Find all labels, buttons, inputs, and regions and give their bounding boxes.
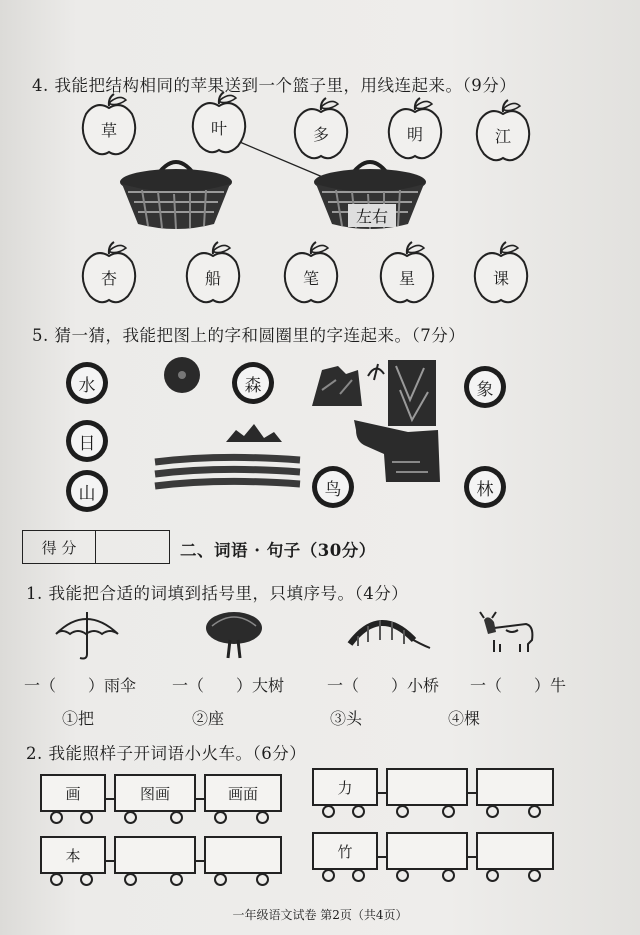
train-car[interactable] [204, 836, 282, 874]
apple-char: 杏 [100, 269, 117, 288]
train-coupler [104, 860, 114, 862]
train-wheel [396, 805, 409, 818]
top-apple-2 [188, 90, 250, 156]
question-5-title: 5. 猜一猜，我能把图上的字和圆圈里的字连起来。（7分） [32, 326, 466, 345]
train-wheel [124, 873, 137, 886]
train-wheel [352, 805, 365, 818]
train-car[interactable]: 图画 [114, 774, 196, 812]
train-wheel [322, 805, 335, 818]
apple-char: 草 [100, 121, 117, 140]
bottom-apple-1 [78, 240, 140, 306]
apple-char: 星 [398, 269, 415, 288]
s2-question-1-title: 1. 我能把合适的词填到括号里，只填序号。（4分） [26, 584, 409, 603]
option-2: ②座 [192, 709, 225, 728]
train-coupler [466, 856, 476, 858]
bottom-apple-2 [182, 240, 244, 306]
option-3: ③头 [330, 709, 363, 728]
top-apple-5 [472, 98, 534, 164]
train-coupler [376, 856, 386, 858]
blank-cow[interactable]: 一（ ）牛 [470, 676, 567, 695]
train-wheel [528, 869, 541, 882]
train-wheel [486, 869, 499, 882]
train-car: 力 [312, 768, 378, 806]
train-car: 竹 [312, 832, 378, 870]
umbrella-icon [56, 612, 118, 659]
bottom-apple-5 [470, 240, 532, 306]
apple-char: 笔 [302, 269, 319, 288]
train-wheel [256, 873, 269, 886]
circle-char-text: 水 [71, 367, 103, 399]
apple-char: 船 [204, 269, 221, 288]
word-pictures [0, 600, 640, 670]
train-wheel [442, 869, 455, 882]
option-1: ①把 [62, 709, 95, 728]
s2-question-2-title: 2. 我能照样子开词语小火车。（6分） [26, 744, 307, 763]
question-4-title: 4. 我能把结构相同的苹果送到一个篮子里，用线连起来。（9分） [32, 76, 517, 95]
bridge-icon [350, 620, 430, 648]
train-car[interactable] [386, 768, 468, 806]
circle-char-text: 鸟 [317, 471, 349, 503]
train-wheel [442, 805, 455, 818]
tree-icon [206, 612, 262, 658]
cow-icon [480, 612, 532, 652]
circle-char-text: 日 [71, 425, 103, 457]
train-car[interactable] [476, 832, 554, 870]
train-wheel [486, 805, 499, 818]
circle-char-text: 山 [71, 475, 103, 507]
top-apple-1 [78, 92, 140, 158]
train-wheel [322, 869, 335, 882]
blank-bridge[interactable]: 一（ ）小桥 [327, 676, 440, 695]
train-wheel [80, 873, 93, 886]
train-coupler [194, 798, 204, 800]
apple-char: 江 [494, 127, 511, 146]
train-wheel [214, 873, 227, 886]
train-coupler [466, 792, 476, 794]
train-wheel [170, 873, 183, 886]
score-label: 得 分 [23, 531, 96, 563]
apple-char: 叶 [210, 119, 227, 138]
train-car[interactable]: 画面 [204, 774, 282, 812]
train-wheel [124, 811, 137, 824]
train-coupler [376, 792, 386, 794]
train-wheel [50, 873, 63, 886]
score-box [22, 530, 170, 564]
blank-tree[interactable]: 一（ ）大树 [172, 676, 285, 695]
train-car: 画 [40, 774, 106, 812]
train-car: 本 [40, 836, 106, 874]
train-wheel [80, 811, 93, 824]
apple-char: 多 [312, 125, 329, 144]
bottom-apple-3 [280, 240, 342, 306]
apple-char: 明 [406, 125, 423, 144]
train-car[interactable] [114, 836, 196, 874]
pictograms [0, 350, 640, 520]
train-wheel [528, 805, 541, 818]
basket-left [118, 150, 234, 232]
circle-char-text: 林 [469, 471, 501, 503]
train-wheel [50, 811, 63, 824]
bottom-apple-4 [376, 240, 438, 306]
train-wheel [214, 811, 227, 824]
train-wheel [352, 869, 365, 882]
basket-right-label: 左右 [348, 204, 396, 227]
train-wheel [170, 811, 183, 824]
train-coupler [194, 860, 204, 862]
apple-char: 课 [492, 269, 509, 288]
train-car[interactable] [386, 832, 468, 870]
section-2-heading: 二、词语 · 句子（30分） [180, 541, 376, 560]
blank-umbrella[interactable]: 一（ ）雨伞 [24, 676, 137, 695]
option-4: ④棵 [448, 709, 481, 728]
train-wheel [256, 811, 269, 824]
circle-char-text: 象 [469, 371, 501, 403]
circle-char-text: 森 [237, 367, 269, 399]
basket-right [312, 150, 428, 232]
train-coupler [104, 798, 114, 800]
train-wheel [396, 869, 409, 882]
train-car[interactable] [476, 768, 554, 806]
page-footer: 一年级语文试卷 第2页（共4页） [232, 908, 408, 922]
